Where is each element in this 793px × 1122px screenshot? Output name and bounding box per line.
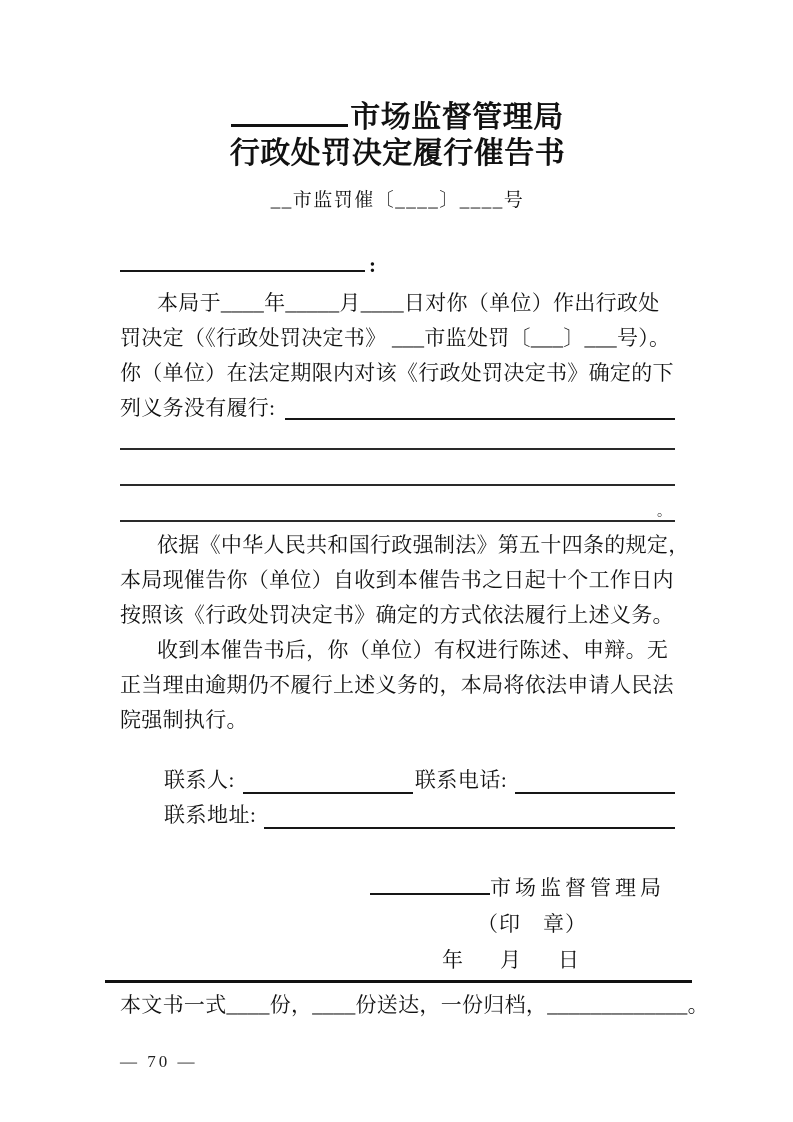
body-line: 正当理由逾期仍不履行上述义务的，本局将依法申请人民法 (120, 673, 674, 697)
salutation-colon: : (369, 253, 376, 277)
contact-person-phone-line (164, 763, 675, 798)
paragraph-rights-notice (120, 633, 675, 738)
body-line: 按照该《行政处罚决定书》确定的方式依法履行上述义务。 (120, 603, 674, 627)
signature-agency-line (120, 869, 665, 906)
body-line: 罚决定（《行政处罚决定书》 ___市监处罚〔___〕___号）。 (120, 326, 671, 350)
salutation-line (120, 246, 675, 277)
signature-agency-blank-line (370, 869, 490, 895)
contact-person-blank-line (243, 766, 413, 794)
signature-seal-note: （印 章） (477, 912, 587, 936)
signature-date-line: 年 月 日 (442, 948, 587, 972)
blank-fill-line (120, 486, 675, 522)
blank-fill-line (120, 414, 675, 450)
signature-block (120, 869, 675, 978)
body-line: 你（单位）在法定期限内对该《行政处罚决定书》确定的下 (120, 361, 674, 385)
paragraph-legal-basis (120, 528, 690, 633)
contact-address-blank-line (264, 801, 675, 829)
body-line: 收到本催告书后，你（单位）有权进行陈述、申辩。无 (157, 638, 669, 662)
contact-address-label: 联系地址: (164, 803, 257, 827)
page-number: — 70 — (120, 1052, 198, 1071)
contact-phone-label: 联系电话: (414, 768, 508, 792)
body-line-text: 列义务没有履行: (120, 396, 281, 420)
blank-fill-line (120, 450, 675, 486)
paragraph-penalty-decision (120, 286, 675, 426)
signature-agency-name: 市场监督管理局 (490, 876, 665, 900)
contact-phone-blank-line (515, 766, 675, 794)
footer-divider-rule (105, 980, 692, 983)
agency-name: 市场监督管理局 (350, 101, 564, 134)
contact-person-label: 联系人: (164, 768, 235, 792)
document-content (120, 0, 709, 1072)
document-title: 行政处罚决定履行催告书 (229, 137, 566, 170)
contact-section (120, 763, 675, 833)
body-line: 本局现催告你（单位）自收到本催告书之日起十个工作日内 (120, 568, 674, 592)
body-line: 依据《中华人民共和国行政强制法》第五十四条的规定， (157, 533, 690, 557)
contact-address-line (164, 798, 675, 833)
body-line: 本局于____年_____月____日对你（单位）作出行政处 (157, 291, 660, 315)
sentence-end-period: 。 (657, 505, 671, 520)
distribution-note: 本文书一式____份，____份送达，一份归档，_____________。 (120, 993, 709, 1017)
addressee-blank-line (120, 246, 365, 272)
blank-write-in-area (120, 414, 675, 522)
agency-name-blank-line (231, 97, 348, 127)
agency-title-line (120, 97, 675, 136)
document-number: __市监罚催〔____〕____号 (270, 190, 525, 211)
body-line: 院强制执行。 (120, 708, 248, 732)
